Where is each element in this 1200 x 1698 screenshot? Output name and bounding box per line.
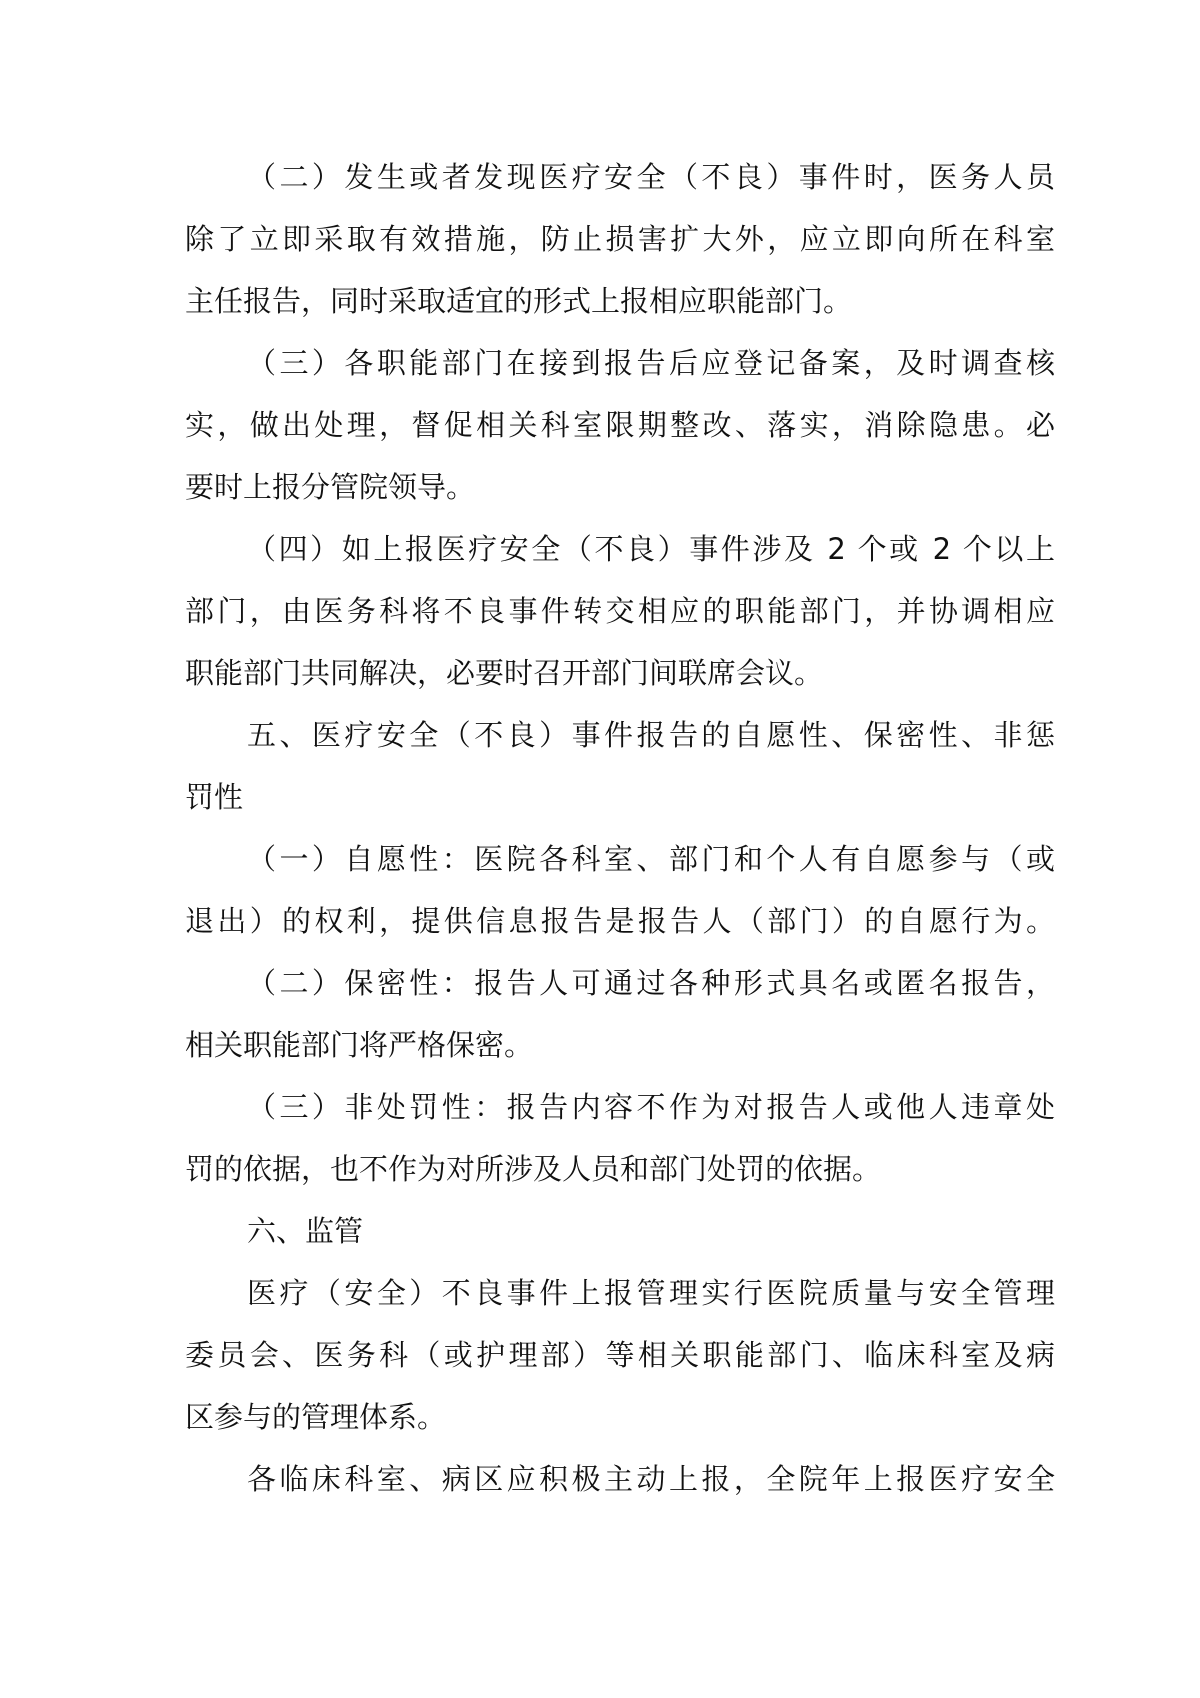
text-line: （三）各职能部门在接到报告后应登记备案，及时调查核: [247, 346, 1055, 380]
text-line: 职能部门共同解决，必要时召开部门间联席会议。: [185, 656, 824, 690]
text-line: 主任报告，同时采取适宜的形式上报相应职能部门。: [185, 284, 853, 318]
text-line: 罚的依据，也不作为对所涉及人员和部门处罚的依据。: [185, 1152, 882, 1186]
text-line: 实，做出处理，督促相关科室限期整改、落实，消除隐患。必: [185, 408, 1055, 442]
text-line: 退出）的权利，提供信息报告是报告人（部门）的自愿行为。: [185, 904, 1055, 938]
text-line: 除了立即采取有效措施，防止损害扩大外，应立即向所在科室: [185, 222, 1055, 256]
text-line: （三）非处罚性：报告内容不作为对报告人或他人违章处: [247, 1090, 1055, 1124]
text-line: 各临床科室、病区应积极主动上报，全院年上报医疗安全: [247, 1462, 1055, 1496]
text-line: （二）保密性：报告人可通过各种形式具名或匿名报告，: [247, 966, 1055, 1000]
text-line: 医疗（安全）不良事件上报管理实行医院质量与安全管理: [247, 1276, 1055, 1310]
text-line: 委员会、医务科（或护理部）等相关职能部门、临床科室及病: [185, 1338, 1055, 1372]
text-line: 相关职能部门将严格保密。: [185, 1028, 534, 1062]
section-heading: 六、监管: [247, 1214, 364, 1248]
text-line: 要时上报分管院领导。: [185, 470, 476, 504]
section-heading: 五、医疗安全（不良）事件报告的自愿性、保密性、非惩: [247, 718, 1055, 752]
text-line: 部门，由医务科将不良事件转交相应的职能部门，并协调相应: [185, 594, 1055, 628]
text-line: （四）如上报医疗安全（不良）事件涉及 2 个或 2 个以上: [247, 532, 1055, 566]
text-line: （一）自愿性：医院各科室、部门和个人有自愿参与（或: [247, 842, 1055, 876]
text-line: 区参与的管理体系。: [185, 1400, 447, 1434]
text-line: （二）发生或者发现医疗安全（不良）事件时，医务人员: [247, 160, 1055, 194]
section-heading-continued: 罚性: [185, 780, 244, 814]
